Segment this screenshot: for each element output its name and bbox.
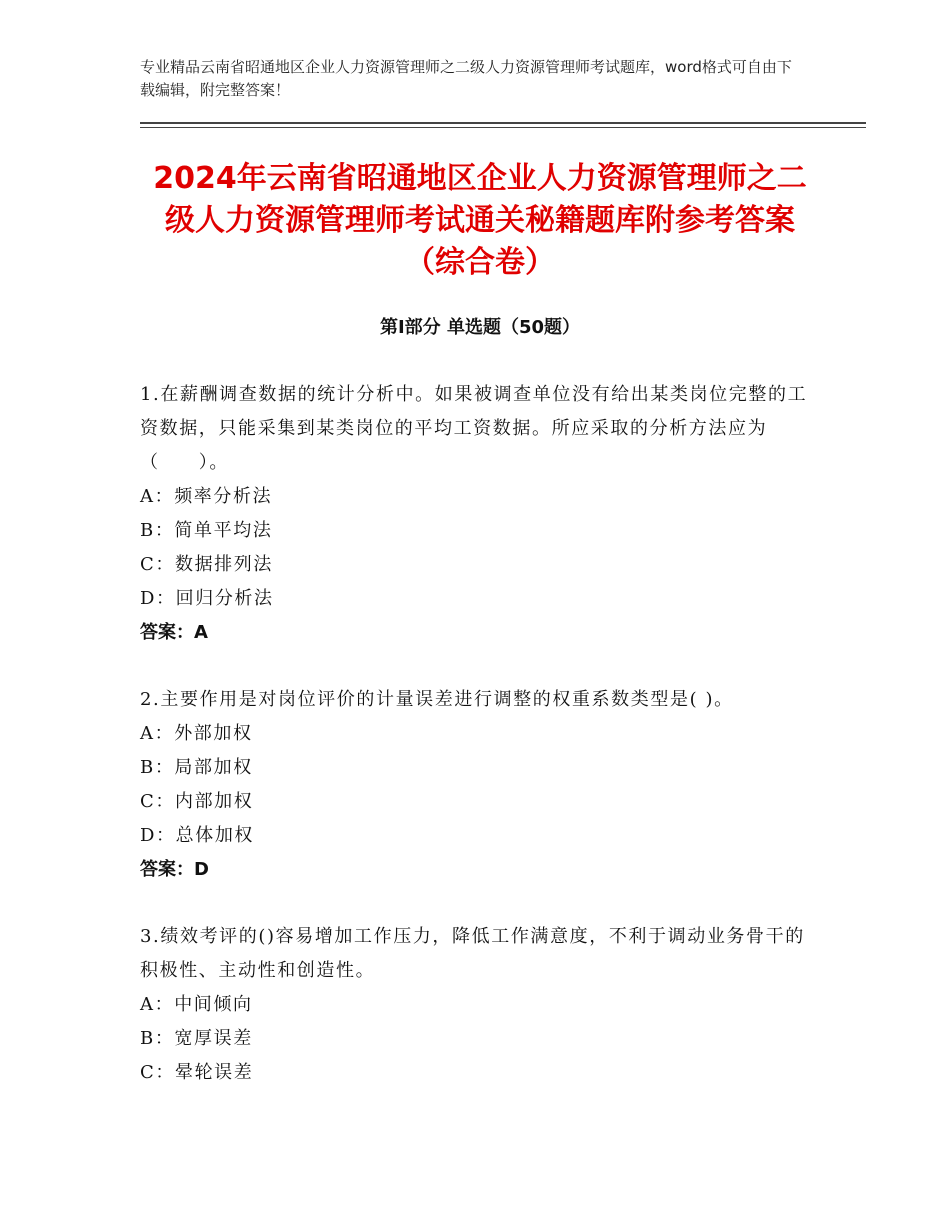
question-text: 1.在薪酬调查数据的统计分析中。如果被调查单位没有给出某类岗位完整的工资数据，只能采集到某类岗位的平均工资数据。所应采取的分析方法应为（ ）。 [140, 384, 808, 473]
option-b: B：简单平均法 [140, 520, 273, 541]
option-b: B：局部加权 [140, 757, 253, 778]
option-d: D：总体加权 [140, 825, 255, 846]
section-title: 第Ⅰ部分 单选题（50题） [379, 317, 580, 338]
question-list [140, 378, 820, 1123]
answer: 答案：D [140, 859, 209, 880]
option-a: A：频率分析法 [140, 486, 273, 507]
option-c: C：晕轮误差 [140, 1062, 254, 1083]
answer: 答案：A [140, 622, 208, 643]
header-divider-thick [140, 122, 866, 124]
header-divider-thin [140, 127, 866, 128]
option-c: C：数据排列法 [140, 554, 273, 575]
question-text: 2.主要作用是对岗位评价的计量误差进行调整的权重系数类型是( )。 [140, 689, 734, 710]
question-3 [140, 920, 820, 1090]
question-2 [140, 683, 820, 887]
document-title: 2024年云南省昭通地区企业人力资源管理师之二级人力资源管理师考试通关秘籍题库附参考答案（综合卷） [153, 161, 807, 280]
option-d: D：回归分析法 [140, 588, 274, 609]
question-1 [140, 378, 820, 650]
option-b: B：宽厚误差 [140, 1028, 253, 1049]
option-a: A：中间倾向 [140, 994, 253, 1015]
option-a: A：外部加权 [140, 723, 253, 744]
option-c: C：内部加权 [140, 791, 254, 812]
header-note: 专业精品云南省昭通地区企业人力资源管理师之二级人力资源管理师考试题库，word格式可自由下载编辑，附完整答案！ [140, 58, 792, 99]
question-text: 3.绩效考评的()容易增加工作压力，降低工作满意度，不利于调动业务骨干的积极性、主动性和创造性。 [140, 926, 805, 981]
